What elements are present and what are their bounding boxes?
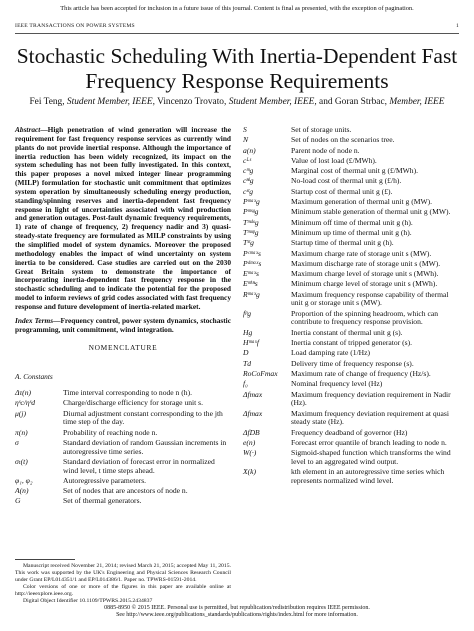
nomenclature-definition: Autoregressive parameters. bbox=[63, 475, 147, 485]
nomenclature-symbol: Pᵈᵐᵃˣs bbox=[243, 258, 262, 268]
nomenclature-entry bbox=[243, 147, 461, 156]
nomenclature-symbol: Pᵐˢᵍg bbox=[243, 207, 259, 217]
abstract-text: —High penetration of wind generation will increase the requirement for fast frequency response services as currently wind plants do not provide inertial response. Although the importance of inertia reduction has been widely recognized, its impact on the system scheduling has not been fully investigated. In this context, this paper proposes a novel mixed integer linear programming (MILP) formulation for stochastic unit commitment that optimizes system operation by simultaneously scheduling energy production, standing/spinning reserves and inertia-dependent fast frequency response in light of uncertainties associated with wind production and generation outages. Post-fault dynamic frequency requirements, 1) rate of change of frequency, 2) frequency nadir and 3) quasi-steady-state frequency are formulated as MILP constraints by using the simplified model of system dynamics. Moreover the proposed methodology enables the impact of wind uncertainty on system inertia to be considered. Case studies are carried out on the 2030 Great Britain system to demonstrate the importance of incorporating inertia-dependent fast frequency response in the stochastic scheduling and to indicate the potential for the proposed model to inform reviews of grid codes associated with fast frequency response and future development of inertia-related market. bbox=[15, 125, 231, 311]
nomenclature-entry bbox=[243, 291, 461, 308]
copyright-line-2: See http://www.ieee.org/publications_standards/publications/rights/index.html for more information. bbox=[116, 612, 358, 619]
nomenclature-symbol: Tˢᵗg bbox=[243, 238, 254, 248]
nomenclature-symbol: Δfmax bbox=[243, 389, 263, 399]
nomenclature-entry bbox=[243, 208, 461, 217]
nomenclature-definition: Maximum discharge rate of storage unit s (MW). bbox=[291, 258, 441, 268]
footnote-doi: Digital Object Identifier 10.1109/TPWRS.2015.2434837 bbox=[23, 597, 153, 604]
nomenclature-definition: Diurnal adjustment constant corresponding to the jth time step of the day. bbox=[63, 408, 223, 427]
nomenclature-definition: Maximum charge level of storage unit s (MWh). bbox=[291, 269, 439, 279]
section-constants-heading: A. Constants bbox=[15, 372, 53, 381]
nomenclature-definition: Inertia constant of tripped generator (s). bbox=[291, 338, 413, 348]
nomenclature-definition: Load damping rate (1/Hz) bbox=[291, 348, 371, 358]
nomenclature-entry bbox=[243, 229, 461, 238]
nomenclature-definition: Probability of reaching node n. bbox=[63, 427, 158, 437]
nomenclature-entry bbox=[15, 487, 231, 496]
nomenclature-definition: Parent node of node n. bbox=[291, 145, 360, 155]
nomenclature-entry bbox=[243, 310, 461, 327]
nomenclature-entry bbox=[15, 429, 231, 438]
nomenclature-entry bbox=[243, 270, 461, 279]
nomenclature-definition: Set of thermal generators. bbox=[63, 496, 142, 506]
author-role: Student Member, IEEE, bbox=[228, 97, 317, 107]
author-name: and Goran Strbac, bbox=[319, 97, 387, 107]
nomenclature-definition: Minimum stable generation of thermal unit g (MW). bbox=[291, 207, 451, 217]
nomenclature-symbol: π(n) bbox=[15, 427, 28, 437]
author-name: Fei Teng, bbox=[29, 97, 65, 107]
author-role: Student Member, IEEE, bbox=[66, 97, 155, 107]
nomenclature-entry bbox=[243, 136, 461, 145]
copyright-line-1: 0885-8950 © 2015 IEEE. Personal use is permitted, but republication/redistribution requires IEEE permission. bbox=[104, 605, 370, 611]
running-head bbox=[15, 23, 459, 29]
header-rule bbox=[15, 33, 459, 34]
nomenclature-symbol: Tᵐᵘᵖg bbox=[243, 227, 259, 237]
footnotes bbox=[15, 563, 231, 604]
index-terms-text: —Frequency control, power system dynamics, stochastic programming, unit commitment, wind integration. bbox=[15, 315, 231, 334]
nomenclature-symbol: μ(j) bbox=[15, 408, 26, 418]
title-line-2: Frequency Response Requirements bbox=[85, 69, 389, 93]
nomenclature-definition: Minimum up time of thermal unit g (h). bbox=[291, 227, 412, 237]
nomenclature-entry bbox=[243, 370, 461, 379]
nomenclature-definition: Minimum charge level of storage unit s (MWh). bbox=[291, 279, 438, 289]
footnote-divider bbox=[15, 559, 75, 560]
nomenclature-definition: Set of nodes on the scenarios tree. bbox=[291, 135, 395, 145]
nomenclature-entry bbox=[15, 410, 231, 427]
footnote-color: Color versions of one or more of the figures in this paper are available online at http://ieeexplore.ieee.org. bbox=[15, 583, 231, 597]
nomenclature-symbol: Td bbox=[243, 358, 252, 368]
nomenclature-definition: Standard deviation of forecast error in normalized wind level, t time steps ahead. bbox=[63, 456, 215, 475]
acceptance-note: This article has been accepted for inclusion in a future issue of this journal. Content is final as presented, with the exception of pagination. bbox=[60, 5, 414, 12]
nomenclature-entry bbox=[243, 360, 461, 369]
nomenclature-entry bbox=[243, 391, 461, 408]
nomenclature-symbol: Eᵐᵃˣs bbox=[243, 269, 259, 279]
nomenclature-definition: Forecast error quantile of branch leading to node n. bbox=[291, 437, 447, 447]
nomenclature-symbol: N bbox=[243, 135, 249, 145]
nomenclature-symbol: cᵐg bbox=[243, 166, 254, 176]
nomenclature-definition: Maximum generation of thermal unit g (MW). bbox=[291, 197, 433, 207]
nomenclature-symbol: Δτ(n) bbox=[15, 388, 32, 397]
journal-name: IEEE TRANSACTIONS ON POWER SYSTEMS bbox=[15, 23, 135, 29]
nomenclature-symbol: cˢᵗg bbox=[243, 186, 254, 196]
nomenclature-definition: Standard deviation of random Gaussian increments in autoregressive time series. bbox=[63, 437, 227, 456]
nomenclature-entry bbox=[243, 280, 461, 289]
nomenclature-entry bbox=[15, 389, 231, 398]
nomenclature-entry bbox=[243, 219, 461, 228]
abstract-lead: Abstract bbox=[15, 125, 41, 134]
nomenclature-definition: Nominal frequency level (Hz) bbox=[291, 379, 383, 389]
nomenclature-entry bbox=[15, 477, 231, 486]
nomenclature-definition: Frequency deadband of governor (Hz) bbox=[291, 427, 408, 437]
nomenclature-entry bbox=[243, 468, 461, 485]
nomenclature-symbol: Rᵐᵃˣg bbox=[243, 289, 260, 299]
nomenclature-entry bbox=[243, 260, 461, 269]
nomenclature-definition: Value of lost load (£/MWh). bbox=[291, 155, 377, 165]
page-number: 1 bbox=[456, 23, 459, 29]
nomenclature-entry bbox=[243, 380, 461, 389]
nomenclature-symbol: Hᵐᵃˣf bbox=[243, 338, 259, 348]
nomenclature-symbol: a(n) bbox=[243, 145, 256, 155]
abstract bbox=[15, 126, 231, 312]
nomenclature-definition: Maximum frequency deviation requirement in Nadir (Hz). bbox=[291, 389, 451, 408]
nomenclature-entry bbox=[243, 449, 461, 466]
nomenclature-definition: Maximum rate of change of frequency (Hz/s). bbox=[291, 368, 431, 378]
nomenclature-definition: Time interval corresponding to node n (h). bbox=[63, 388, 193, 397]
left-nomenclature-list bbox=[15, 389, 231, 508]
nomenclature-definition: Inertia constant of thermal unit g (s). bbox=[291, 327, 403, 337]
nomenclature-entry bbox=[15, 399, 231, 408]
nomenclature-definition: Minimum off time of thermal unit g (h). bbox=[291, 217, 413, 227]
nomenclature-symbol: G bbox=[15, 496, 21, 506]
nomenclature-symbol: Eᵐⁱⁿs bbox=[243, 279, 258, 289]
nomenclature-entry bbox=[243, 198, 461, 207]
nomenclature-definition: Startup cost of thermal unit g (£). bbox=[291, 186, 393, 196]
nomenclature-symbol: Pᵐᵃˣg bbox=[243, 197, 260, 207]
nomenclature-definition: Proportion of the spinning headroom, which can contribute to frequency response provision. bbox=[291, 308, 438, 327]
nomenclature-symbol: Hg bbox=[243, 327, 253, 337]
nomenclature-definition: Marginal cost of thermal unit g (£/MWh). bbox=[291, 166, 419, 176]
nomenclature-entry bbox=[243, 439, 461, 448]
nomenclature-definition: Delivery time of frequency response (s). bbox=[291, 358, 414, 368]
author-list bbox=[0, 97, 474, 107]
index-terms bbox=[15, 317, 231, 335]
author-role: Member, IEEE bbox=[389, 97, 445, 107]
nomenclature-definition: Sigmoid-shaped function which transforms the wind level to an aggregated wind output. bbox=[291, 448, 451, 466]
nomenclature-symbol: W(·) bbox=[243, 448, 257, 458]
nomenclature-symbol: Δfmax bbox=[243, 408, 263, 418]
author-name: Vincenzo Trovato, bbox=[157, 97, 227, 107]
nomenclature-definition: Startup time of thermal unit g (h). bbox=[291, 238, 394, 248]
nomenclature-symbol: ΔfDB bbox=[243, 427, 260, 437]
nomenclature-entry bbox=[243, 329, 461, 338]
nomenclature-entry bbox=[243, 410, 461, 427]
nomenclature-symbol: f₀ bbox=[243, 379, 248, 389]
nomenclature-entry bbox=[243, 157, 461, 166]
nomenclature-symbol: σ bbox=[15, 437, 19, 447]
nomenclature-entry bbox=[15, 458, 231, 475]
nomenclature-definition: Set of nodes that are ancestors of node n. bbox=[63, 486, 188, 496]
nomenclature-entry bbox=[243, 188, 461, 197]
nomenclature-symbol: cᴸˢ bbox=[243, 155, 252, 165]
nomenclature-definition: Maximum charge rate of storage unit s (MW). bbox=[291, 248, 432, 258]
nomenclature-entry bbox=[15, 439, 231, 456]
nomenclature-entry bbox=[243, 239, 461, 248]
nomenclature-symbol: Tᵐᵈᵒg bbox=[243, 217, 259, 227]
abstract-block bbox=[15, 126, 231, 334]
nomenclature-symbol: φ₁, φ₂ bbox=[15, 475, 33, 485]
nomenclature-definition: Charge/discharge efficiency for storage unit s. bbox=[63, 398, 204, 408]
copyright-notice bbox=[0, 605, 474, 620]
title-line-1: Stochastic Scheduling With Inertia-Dependent Fast bbox=[16, 44, 458, 68]
nomenclature-symbol: σₜ(t) bbox=[15, 456, 28, 466]
paper-title bbox=[0, 44, 474, 94]
nomenclature-symbol: cⁿˡg bbox=[243, 176, 254, 186]
nomenclature-entry bbox=[15, 497, 231, 506]
nomenclature-heading: NOMENCLATURE bbox=[88, 343, 158, 352]
nomenclature-symbol: RoCoFmax bbox=[243, 368, 278, 378]
nomenclature-entry bbox=[243, 349, 461, 358]
nomenclature-symbol: e(n) bbox=[243, 437, 256, 447]
nomenclature-symbol: ηˢc/ηˢd bbox=[15, 398, 36, 408]
right-nomenclature-list bbox=[243, 126, 461, 487]
nomenclature-symbol: X(k) bbox=[243, 467, 257, 477]
nomenclature-entry bbox=[243, 126, 461, 135]
nomenclature-definition: Maximum frequency response capability of thermal unit g or storage unit s (MW). bbox=[291, 289, 449, 308]
nomenclature-entry bbox=[243, 339, 461, 348]
footnote-received: Manuscript received November 21, 2014; revised March 21, 2015; accepted May 11, 2015. This work was supported by the UK's Engineering and Physical Sciences Research Council under Grant EP/L014351/1 and EP/L014386/1. Paper no. TPWRS-01591-2014. bbox=[15, 563, 231, 583]
nomenclature-definition: Set of storage units. bbox=[291, 125, 352, 134]
nomenclature-symbol: fᵖg bbox=[243, 308, 252, 318]
nomenclature-definition: kth element in an autoregressive time series which represents normalized wind level. bbox=[291, 467, 445, 485]
nomenclature-definition: No-load cost of thermal unit g (£/h). bbox=[291, 176, 402, 186]
index-terms-lead: Index Terms bbox=[15, 315, 54, 325]
nomenclature-definition: Maximum frequency deviation requirement at quasi steady state (Hz). bbox=[291, 408, 449, 427]
nomenclature-entry bbox=[243, 177, 461, 186]
nomenclature-entry bbox=[243, 167, 461, 176]
nomenclature-symbol: Pᶜᵐᵃˣs bbox=[243, 248, 261, 258]
nomenclature-entry bbox=[243, 250, 461, 259]
nomenclature-entry bbox=[243, 429, 461, 438]
nomenclature-symbol: S bbox=[243, 125, 247, 134]
nomenclature-symbol: D bbox=[243, 348, 249, 358]
nomenclature-symbol: A(n) bbox=[15, 486, 29, 496]
